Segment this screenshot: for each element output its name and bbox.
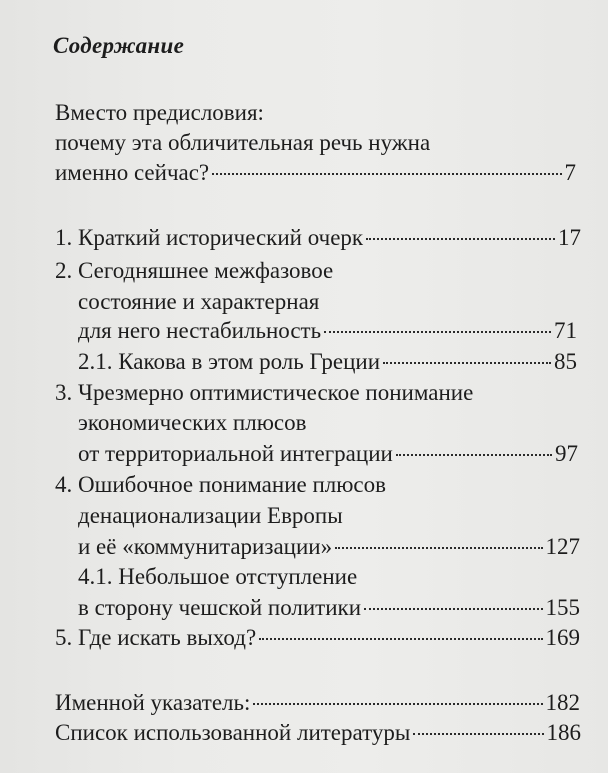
toc-entry-bibliography: [55, 718, 581, 748]
toc-entry-chapter-2-line1: 2. Сегодняшнее межфазовое: [55, 258, 334, 283]
toc-entry-chapter-3-line3: от территориальной интеграции: [78, 441, 393, 466]
toc-entry-chapter-4-line3: и её «коммунитаризации»: [78, 534, 333, 559]
toc-entry-title: Именной указатель:: [55, 690, 251, 715]
toc-entry-preface-line1: Вместо предисловия:: [55, 100, 264, 125]
toc-entry-chapter-4: [78, 532, 580, 562]
toc-entry-chapter-3-line1: 3. Чрезмерно оптимистическое понимание: [55, 380, 474, 405]
page-number: 7: [564, 160, 576, 185]
toc-entry-chapter-4-line2: денационализации Европы: [78, 503, 343, 528]
toc-entry-section-4-1: [78, 593, 580, 623]
toc-entry-title: Список использованной литературы: [55, 720, 411, 745]
toc-entry-section-2-1: [78, 347, 577, 377]
toc-entry-chapter-2-line2: состояние и характерная: [78, 289, 320, 314]
page-number: 155: [545, 595, 580, 620]
page-number: 85: [554, 349, 577, 374]
page-number: 169: [545, 625, 580, 650]
toc-entry-chapter-1: [55, 223, 581, 253]
page-number: 71: [554, 318, 577, 343]
toc-entry-title: 5. Где искать выход?: [55, 625, 257, 650]
page-number: 182: [545, 690, 580, 715]
page-number: 97: [555, 441, 578, 466]
toc-entry-preface-line3: именно сейчас?: [55, 160, 210, 185]
dot-leader: [413, 733, 543, 735]
page-number: 17: [558, 225, 581, 250]
page-number: 127: [545, 534, 580, 559]
dot-leader: [335, 547, 542, 549]
toc-entry-preface-line2: почему эта обличительная речь нужна: [55, 130, 431, 155]
toc-entry-chapter-2-line3: для него нестабильность: [78, 318, 322, 343]
toc-entry-section-4-1-line2: в сторону чешской политики: [78, 595, 362, 620]
toc-entry-section-4-1-line1: 4.1. Небольшое отступление: [78, 564, 358, 589]
dot-leader: [253, 703, 542, 705]
toc-entry-chapter-5: [55, 623, 580, 653]
dot-leader: [396, 454, 552, 456]
toc-heading: Содержание: [53, 33, 185, 58]
toc-entry-title: 2.1. Какова в этом роль Греции: [78, 349, 381, 374]
toc-entry-chapter-4-line1: 4. Ошибочное понимание плюсов: [55, 472, 386, 497]
dot-leader: [364, 608, 542, 610]
toc-entry-title: 1. Краткий исторический очерк: [55, 225, 364, 250]
toc-entry-chapter-3: [78, 439, 578, 469]
page-number: 186: [546, 720, 581, 745]
dot-leader: [383, 362, 551, 364]
dot-leader: [259, 638, 542, 640]
toc-entry-index: [55, 688, 580, 718]
toc-entry-chapter-2: [78, 316, 577, 346]
dot-leader: [212, 173, 561, 175]
dot-leader: [324, 331, 551, 333]
toc-entry-chapter-3-line2: экономических плюсов: [78, 410, 307, 435]
dot-leader: [366, 238, 555, 240]
toc-entry-preface: [55, 158, 576, 188]
